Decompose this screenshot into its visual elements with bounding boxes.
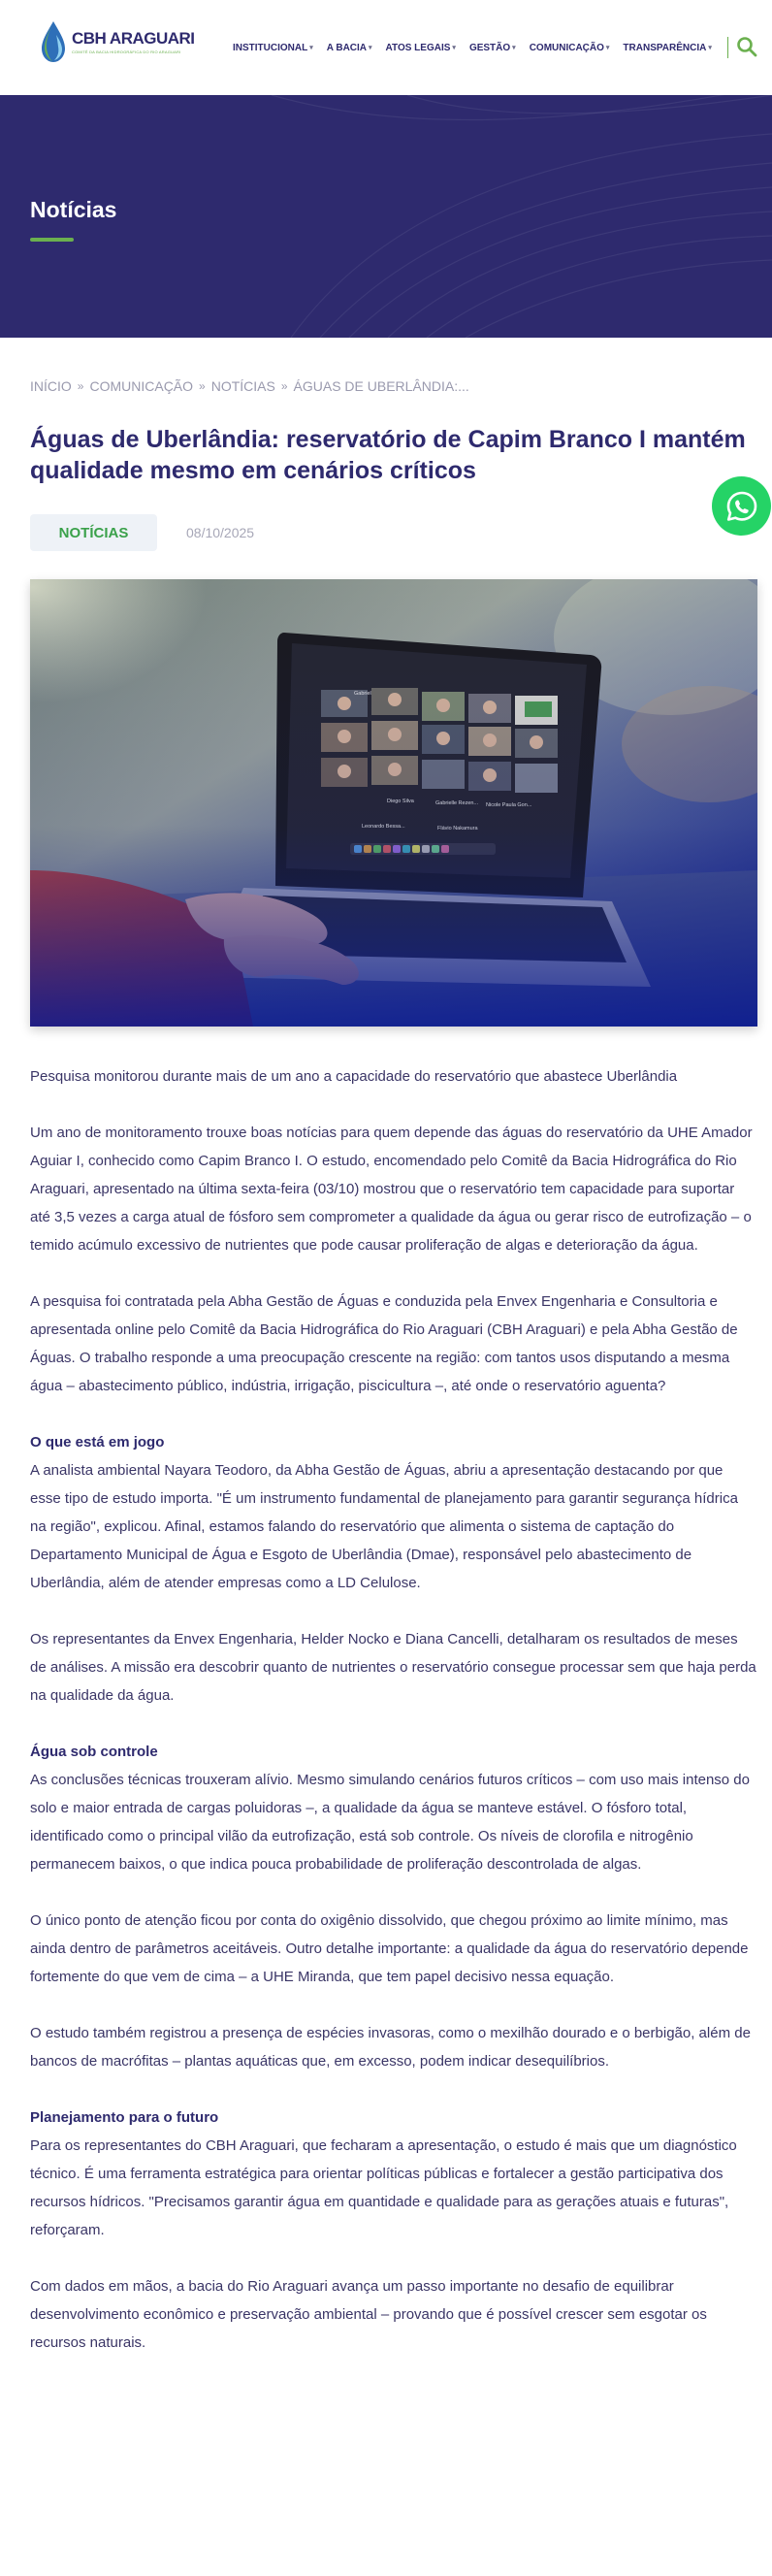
nav-label: TRANSPARÊNCIA xyxy=(623,42,707,53)
nav-item-comunicacao[interactable] xyxy=(530,43,610,53)
article-image xyxy=(30,579,757,1027)
title-underline xyxy=(30,238,74,242)
article-meta xyxy=(30,514,254,551)
article-paragraph: Para os representantes do CBH Araguari, que fecharam a apresentação, o estudo é mais que um diagnóstico técnico. É uma ferramenta estratégica para orientar políticas públicas e fortalecer a gestão participativa dos recursos hídricos. "Precisamos garantir água em quantidade e qualidade para as gerações atuais e futuras", reforçaram. xyxy=(30,2137,737,2238)
section-heading: Planejamento para o futuro xyxy=(30,2109,219,2126)
chevron-down-icon: ▾ xyxy=(309,45,313,51)
nav-label: INSTITUCIONAL xyxy=(233,42,308,53)
chevron-down-icon: ▾ xyxy=(708,45,712,51)
search-icon[interactable] xyxy=(735,35,758,58)
article-paragraph: O único ponto de atenção ficou por conta do oxigênio dissolvido, que chegou próximo ao limite mínimo, mas ainda dentro de parâmetros aceitáveis. Outro detalhe importante: a qualidade da água do reservatório depende fortemente do que vem de cima – a UHE Miranda, que tem papel decisivo nessa equação. xyxy=(30,1912,749,1985)
main-nav xyxy=(233,0,728,95)
publish-date: 08/10/2025 xyxy=(186,525,255,540)
nav-item-gestao[interactable] xyxy=(469,43,516,53)
article-paragraph: Os representantes da Envex Engenharia, Helder Nocko e Diana Cancelli, detalharam os resultados de meses de análises. A missão era descobrir quanto de nutrientes o reservatório consegue processar sem que haja perda na qualidade da água. xyxy=(30,1631,756,1704)
laptop-video-call-illustration xyxy=(30,579,757,1027)
site-logo[interactable] xyxy=(39,19,208,64)
breadcrumb-item-inicio[interactable]: INÍCIO xyxy=(30,378,72,394)
article-body xyxy=(30,1062,757,2385)
article-title: Águas de Uberlândia: reservatório de Capim Branco I mantém qualidade mesmo em cenários críticos xyxy=(30,426,746,484)
whatsapp-icon xyxy=(724,489,759,524)
chevron-down-icon: ▾ xyxy=(369,45,372,51)
breadcrumb-item-current: ÁGUAS DE UBERLÂNDIA:... xyxy=(293,378,469,394)
breadcrumb xyxy=(30,378,469,394)
breadcrumb-item-noticias[interactable]: NOTÍCIAS xyxy=(210,378,275,394)
section-heading: O que está em jogo xyxy=(30,1434,165,1451)
breadcrumb-item-comunicacao[interactable]: COMUNICAÇÃO xyxy=(89,378,194,394)
article-lead: Pesquisa monitorou durante mais de um ano a capacidade do reservatório que abastece Uberlândia xyxy=(30,1068,678,1085)
nav-label: GESTÃO xyxy=(468,42,511,53)
nav-divider xyxy=(727,37,728,58)
logo-subtitle: COMITÊ DA BACIA HIDROGRÁFICA DO RIO ARAGUARI xyxy=(72,49,181,54)
nav-label: A BACIA xyxy=(326,42,368,53)
whatsapp-button[interactable] xyxy=(712,476,771,536)
nav-label: ATOS LEGAIS xyxy=(385,42,451,53)
article-paragraph: As conclusões técnicas trouxeram alívio. Mesmo simulando cenários futuros críticos – com uso mais intenso do solo e maior entrada de cargas poluidoras –, a qualidade da água se manteve estável. O fósforo total, identificado como o principal vilão da eutrofização, está sob controle. Os níveis de clorofila e nitrogênio permanecem baixos, o que indica pouca probabilidade de proliferação descontrolada de algas. xyxy=(30,1772,750,1873)
category-badge[interactable]: NOTÍCIAS xyxy=(30,514,157,551)
site-header xyxy=(0,0,772,95)
article-paragraph: A analista ambiental Nayara Teodoro, da Abha Gestão de Águas, abriu a apresentação destacando por que esse tipo de estudo importa. "É um instrumento fundamental de planejamento para garantir segurança hídrica na região", explicou. Afinal, estamos falando do reservatório que alimenta o sistema de captação do Departamento Municipal de Água e Esgoto de Uberlândia (Dmae), responsável pelo abastecimento de Uberlândia, além de atender empresas como a LD Celulose. xyxy=(30,1462,738,1591)
double-chevron-right-icon: » xyxy=(280,379,288,393)
page-hero xyxy=(0,95,772,338)
logo-title: CBH ARAGUARI xyxy=(72,29,195,48)
nav-item-institucional[interactable] xyxy=(233,43,313,53)
article-paragraph: Com dados em mãos, a bacia do Rio Araguari avança um passo importante no desafio de equilibrar desenvolvimento econômico e preservação ambiental – provando que é possível crescer sem esgotar os recursos naturais. xyxy=(30,2278,707,2351)
chevron-down-icon: ▾ xyxy=(452,45,456,51)
page-title: Notícias xyxy=(30,197,117,222)
article-paragraph: O estudo também registrou a presença de espécies invasoras, como o mexilhão dourado e o berbigão, além de bancos de macrófitas – plantas aquáticas que, em excesso, podem indicar desequilíbrios. xyxy=(30,2025,751,2070)
chevron-down-icon: ▾ xyxy=(512,45,516,51)
chevron-down-icon: ▾ xyxy=(605,45,610,51)
water-drop-logo-icon xyxy=(39,19,68,64)
article-paragraph: A pesquisa foi contratada pela Abha Gestão de Águas e conduzida pela Envex Engenharia e Consultoria e apresentada online pelo Comitê da Bacia Hidrográfica do Rio Araguari (CBH Araguari) e pela Abha Gestão de Águas. O trabalho responde a uma preocupação crescente na região: com tantos usos disputando a mesma água – abastecimento público, indústria, irrigação, piscicultura –, até onde o reservatório aguenta? xyxy=(30,1293,738,1394)
nav-item-transparencia[interactable] xyxy=(623,43,711,53)
nav-item-a-bacia[interactable] xyxy=(327,43,372,53)
section-heading: Água sob controle xyxy=(30,1744,158,1760)
double-chevron-right-icon: » xyxy=(77,379,84,393)
nav-item-atos-legais[interactable] xyxy=(386,43,456,53)
article-paragraph: Um ano de monitoramento trouxe boas notícias para quem depende das águas do reservatório da UHE Amador Aguiar I, conhecido como Capim Branco I. O estudo, encomendado pelo Comitê da Bacia Hidrográfica do Rio Araguari, apresentado na última sexta-feira (03/10) mostrou que o reservatório tem capacidade para suportar até 3,5 vezes a carga atual de fósforo sem comprometer a qualidade da água ou gerar risco de eutrofização – o temido acúmulo excessivo de nutrientes que pode causar proliferação de algas e deterioração da água. xyxy=(30,1125,753,1254)
double-chevron-right-icon: » xyxy=(199,379,206,393)
nav-label: COMUNICAÇÃO xyxy=(529,42,604,53)
